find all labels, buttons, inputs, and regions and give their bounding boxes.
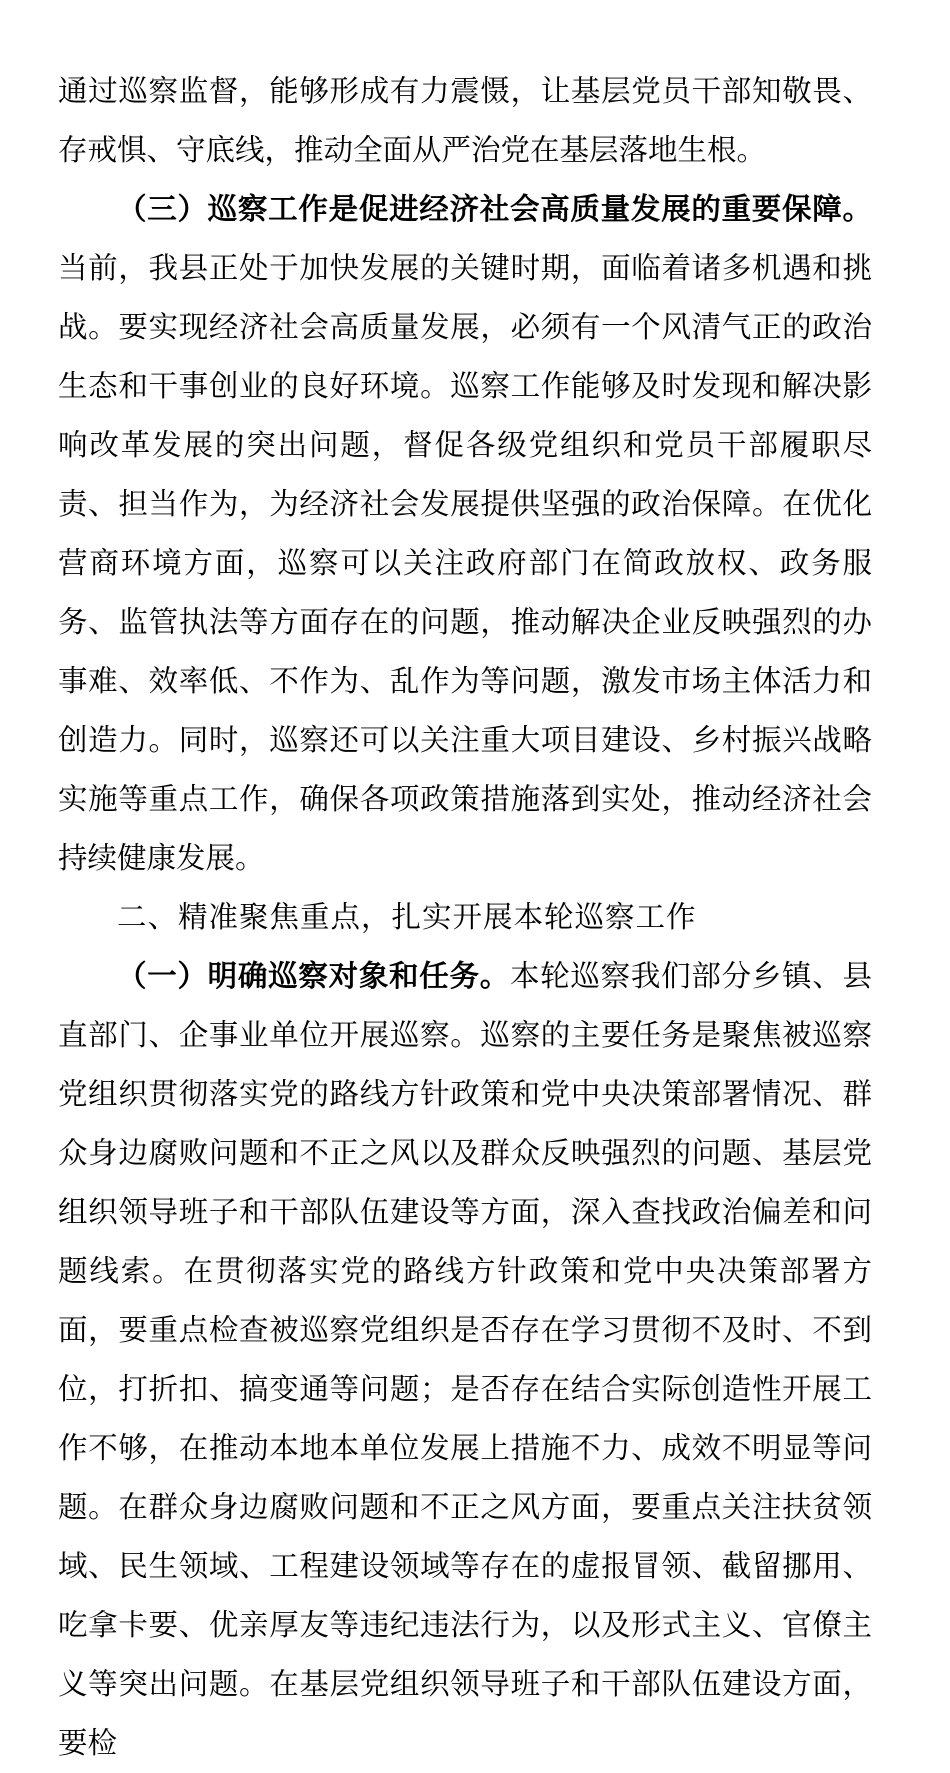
paragraph-section-three-body: 当前，我县正处于加快发展的关键时期，面临着诸多机遇和挑战。要实现经济社会高质量发展，必须有一个风清气正的政治生态和干事创业的良好环境。巡察工作能够及时发现和解决影响改革发展的突出问题，督促各级党组织和党员干部履职尽责、担当作为，为经济社会发展提供坚强的政治保障。在优化营商环境方面，巡察可以关注政府部门在简政放权、政务服务、监管执法等方面存在的问题，推动解决企业反映强烈的办事难、效率低、不作为、乱作为等问题，激发市场主体活力和创造力。同时，巡察还可以关注重大项目建设、乡村振兴战略实施等重点工作，确保各项政策措施落到实处，推动经济社会持续健康发展。: [58, 251, 872, 875]
section-heading-two: 二、精准聚焦重点，扎实开展本轮巡察工作: [117, 900, 697, 934]
paragraph-section-three-lead: （三）巡察工作是促进经济社会高质量发展的重要保障。: [117, 192, 872, 226]
paragraph-subsection-one-lead: （一）明确巡察对象和任务。: [117, 959, 510, 993]
paragraph-subsection-one: [58, 947, 872, 1773]
document-body: [58, 62, 872, 1773]
paragraph-continuation: 通过巡察监督，能够形成有力震慑，让基层党员干部知敬畏、存戒惧、守底线，推动全面从严治党在基层落地生根。: [58, 74, 872, 167]
paragraph-section-three: [58, 180, 872, 888]
paragraph-subsection-one-body: 本轮巡察我们部分乡镇、县直部门、企事业单位开展巡察。巡察的主要任务是聚焦被巡察党组织贯彻落实党的路线方针政策和党中央决策部署情况、群众身边腐败问题和不正之风以及群众反映强烈的问题、基层党组织领导班子和干部队伍建设等方面，深入查找政治偏差和问题线索。在贯彻落实党的路线方针政策和党中央决策部署方面，要重点检查被巡察党组织是否存在学习贯彻不及时、不到位，打折扣、搞变通等问题；是否存在结合实际创造性开展工作不够，在推动本地本单位发展上措施不力、成效不明显等问题。在群众身边腐败问题和不正之风方面，要重点关注扶贫领域、民生领域、工程建设领域等存在的虚报冒领、截留挪用、吃拿卡要、优亲厚友等违纪违法行为，以及形式主义、官僚主义等突出问题。在基层党组织领导班子和干部队伍建设方面，要检: [58, 959, 872, 1760]
